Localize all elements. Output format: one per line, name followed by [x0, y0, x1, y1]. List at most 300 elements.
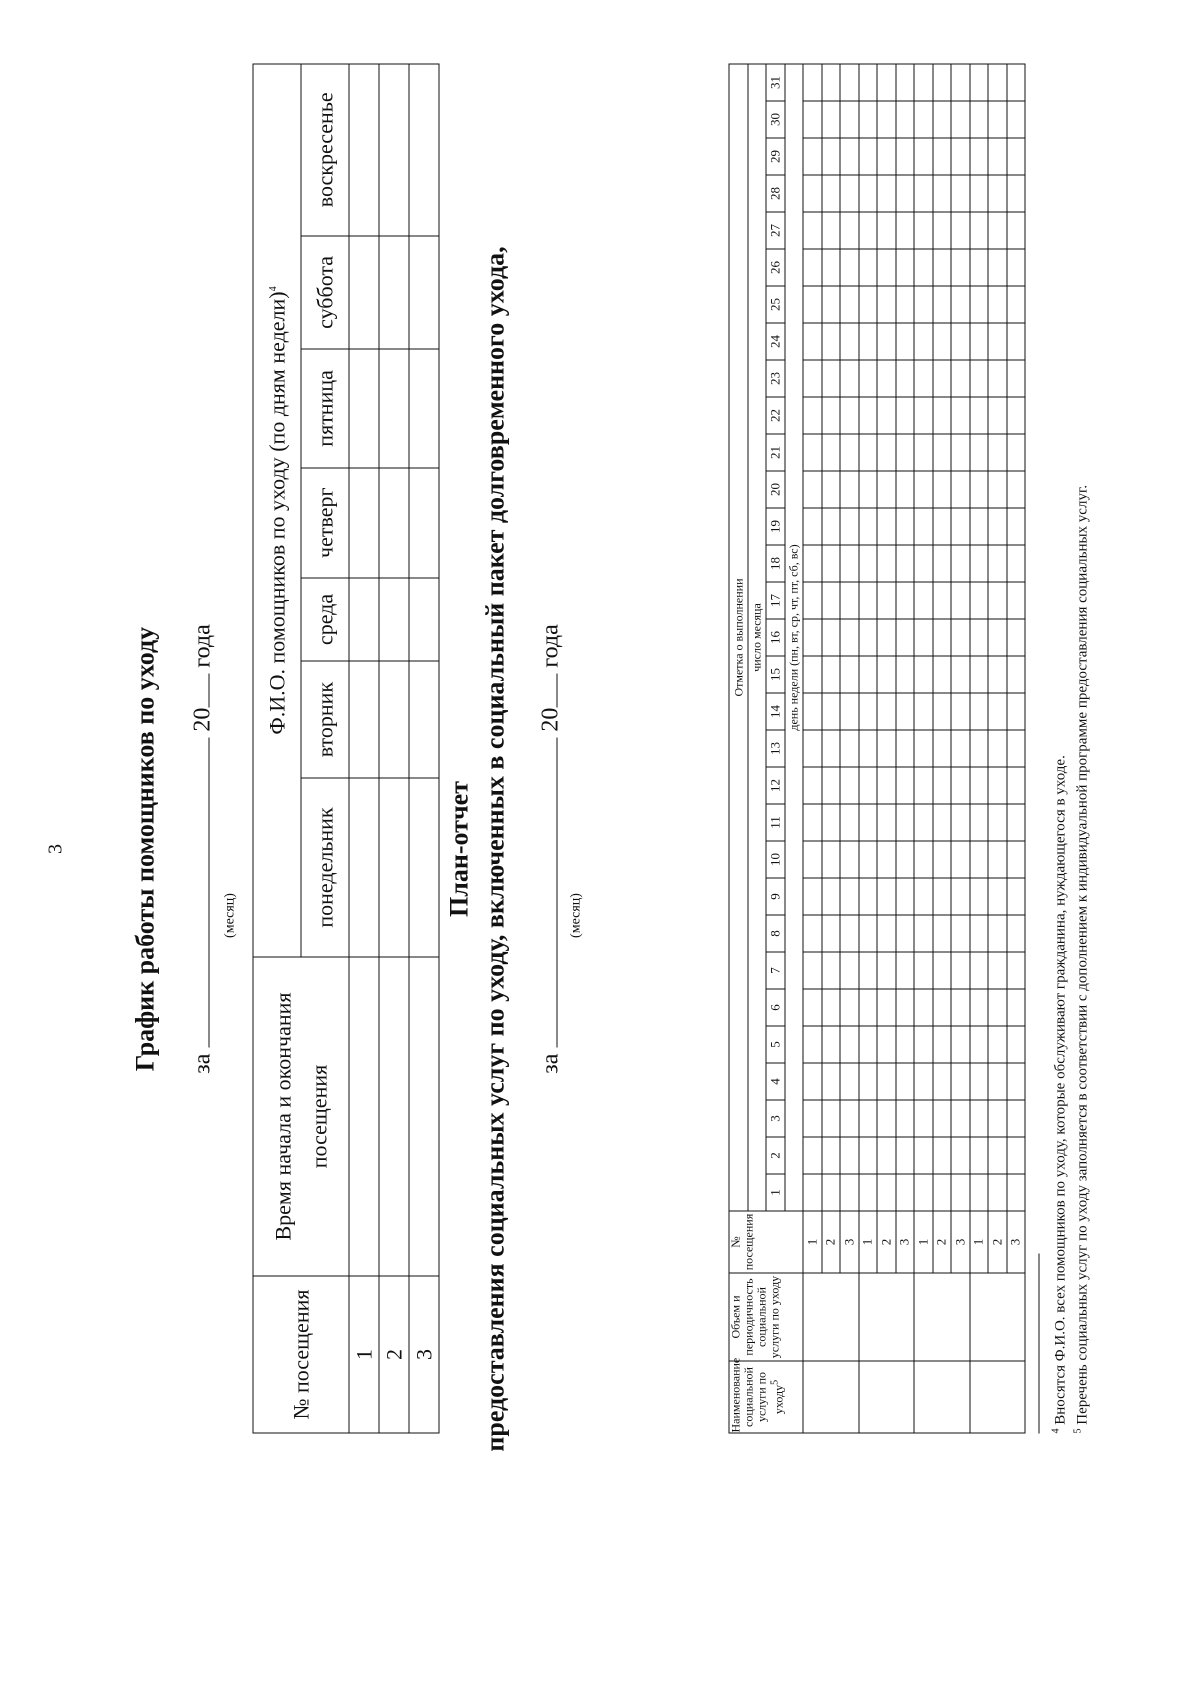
mark-cell — [895, 1063, 914, 1100]
mark-cell — [821, 767, 840, 804]
mark-cell — [803, 730, 822, 767]
mark-cell — [914, 212, 933, 249]
mark-cell — [821, 1026, 840, 1063]
day-number: 17 — [766, 582, 785, 619]
mark-cell — [969, 767, 988, 804]
mark-cell — [895, 804, 914, 841]
mark-cell — [858, 1100, 877, 1137]
mark-cell — [877, 64, 896, 101]
mark-cell — [1006, 989, 1025, 1026]
mark-cell — [988, 323, 1007, 360]
mark-cell — [895, 656, 914, 693]
mark-cell — [803, 952, 822, 989]
mark-cell — [951, 508, 970, 545]
mark-cell — [895, 64, 914, 101]
mark-cell — [895, 397, 914, 434]
mark-cell — [1006, 434, 1025, 471]
day-number: 28 — [766, 175, 785, 212]
mark-cell — [988, 878, 1007, 915]
mark-cell — [969, 434, 988, 471]
mark-cell — [932, 767, 951, 804]
mark-cell — [840, 101, 859, 138]
mark-cell — [988, 1137, 1007, 1174]
mark-cell — [877, 1100, 896, 1137]
mark-cell — [951, 878, 970, 915]
mark-cell — [840, 212, 859, 249]
mark-cell — [932, 804, 951, 841]
mark-cell — [1006, 138, 1025, 175]
mark-cell — [840, 656, 859, 693]
mark-cell — [895, 952, 914, 989]
mark-cell — [840, 471, 859, 508]
schedule-table — [252, 63, 439, 1433]
mark-cell — [895, 249, 914, 286]
mark-cell — [1006, 730, 1025, 767]
mark-cell — [895, 730, 914, 767]
mark-cell — [932, 1100, 951, 1137]
mark-cell — [821, 249, 840, 286]
mark-cell — [840, 1137, 859, 1174]
mark-cell — [951, 1137, 970, 1174]
mark-cell — [840, 397, 859, 434]
mark-cell — [951, 582, 970, 619]
mark-cell — [858, 286, 877, 323]
mark-cell — [932, 878, 951, 915]
mark-cell — [988, 508, 1007, 545]
mark-cell — [821, 1174, 840, 1211]
mark-cell — [803, 471, 822, 508]
mark-cell — [877, 619, 896, 656]
mark-cell — [858, 1174, 877, 1211]
schedule-za: за — [189, 1053, 215, 1074]
mark-cell — [988, 693, 1007, 730]
schedule-title: График работы помощников по уходу — [130, 626, 159, 1071]
service-name-cell — [803, 1361, 859, 1433]
mark-cell — [932, 471, 951, 508]
plan-month-hint: (месяц) — [568, 892, 583, 938]
mark-cell — [951, 656, 970, 693]
mark-cell — [858, 138, 877, 175]
mark-cell — [858, 693, 877, 730]
mark-cell — [840, 1174, 859, 1211]
mark-cell — [914, 730, 933, 767]
mark-cell — [858, 471, 877, 508]
mark-cell — [988, 212, 1007, 249]
mark-cell — [932, 101, 951, 138]
mark-cell — [877, 434, 896, 471]
mark-cell — [914, 545, 933, 582]
mark-cell — [821, 1137, 840, 1174]
plan-col-mark: Отметка о выполнении — [729, 64, 748, 1211]
mark-cell — [895, 878, 914, 915]
footnote-mark: 5 — [1072, 1428, 1083, 1433]
mark-cell — [895, 1137, 914, 1174]
mark-cell — [988, 767, 1007, 804]
plan-row — [840, 64, 859, 1433]
mark-cell — [840, 545, 859, 582]
plan-year-suffix: года — [537, 623, 563, 668]
mark-cell — [803, 286, 822, 323]
mark-cell — [803, 619, 822, 656]
mark-cell — [821, 212, 840, 249]
service-name-cell — [969, 1361, 1025, 1433]
mark-cell — [969, 1137, 988, 1174]
mark-cell — [969, 1063, 988, 1100]
plan-col-name — [728, 1357, 803, 1433]
mark-cell — [932, 175, 951, 212]
mark-cell — [1006, 693, 1025, 730]
mark-cell — [914, 841, 933, 878]
mark-cell — [1006, 1026, 1025, 1063]
schedule-year-prefix: 20 — [189, 707, 215, 732]
mark-cell — [858, 952, 877, 989]
plan-row — [951, 64, 970, 1433]
footnote-text: Вносятся Ф.И.О. всех помощников по уходу, которые обслуживают гражданина, нуждающегося в уходе. — [1052, 754, 1068, 1425]
mark-cell — [988, 730, 1007, 767]
plan-subtitle: предоставления социальных услуг по уходу, включенных в социальный пакет долговременного ухода, — [480, 245, 509, 1452]
mark-cell — [932, 545, 951, 582]
mark-cell — [932, 212, 951, 249]
day-number: 23 — [766, 360, 785, 397]
mark-cell — [951, 323, 970, 360]
mark-cell — [877, 471, 896, 508]
visit-number: 1 — [803, 1211, 822, 1273]
footnote — [1072, 484, 1091, 1433]
footnote-mark: 4 — [1050, 1428, 1061, 1433]
mark-cell — [858, 878, 877, 915]
mark-cell — [988, 1026, 1007, 1063]
mark-cell — [821, 434, 840, 471]
mark-cell — [877, 693, 896, 730]
service-volume-cell — [858, 1273, 914, 1361]
mark-cell — [877, 915, 896, 952]
mark-cell — [969, 545, 988, 582]
mark-cell — [988, 804, 1007, 841]
mark-cell — [840, 175, 859, 212]
day-header: вторник — [301, 661, 349, 778]
mark-cell — [895, 286, 914, 323]
mark-cell — [932, 693, 951, 730]
day-header: четверг — [301, 467, 349, 577]
mark-cell — [877, 656, 896, 693]
mark-cell — [895, 1174, 914, 1211]
mark-cell — [1006, 841, 1025, 878]
mark-cell — [821, 286, 840, 323]
mark-cell — [895, 619, 914, 656]
mark-cell — [988, 397, 1007, 434]
mark-cell — [821, 545, 840, 582]
mark-cell — [932, 1174, 951, 1211]
mark-cell — [821, 878, 840, 915]
mark-cell — [877, 841, 896, 878]
mark-cell — [877, 360, 896, 397]
mark-cell — [877, 212, 896, 249]
mark-cell — [877, 397, 896, 434]
mark-cell — [951, 249, 970, 286]
mark-cell — [914, 1063, 933, 1100]
mark-cell — [803, 508, 822, 545]
mark-cell — [803, 175, 822, 212]
mark-cell — [932, 582, 951, 619]
mark-cell — [1006, 656, 1025, 693]
mark-cell — [1006, 767, 1025, 804]
mark-cell — [988, 138, 1007, 175]
mark-cell — [877, 508, 896, 545]
mark-cell — [914, 175, 933, 212]
mark-cell — [951, 175, 970, 212]
visit-number: 2 — [821, 1211, 840, 1273]
mark-cell — [932, 989, 951, 1026]
mark-cell — [821, 656, 840, 693]
mark-cell — [988, 656, 1007, 693]
mark-cell — [840, 360, 859, 397]
mark-cell — [803, 360, 822, 397]
mark-cell — [951, 1026, 970, 1063]
mark-cell — [821, 175, 840, 212]
day-number: 1 — [766, 1174, 785, 1211]
mark-cell — [803, 138, 822, 175]
mark-cell — [803, 434, 822, 471]
mark-cell — [803, 1063, 822, 1100]
mark-cell — [932, 508, 951, 545]
schedule-month-line — [186, 737, 209, 1047]
mark-cell — [858, 1026, 877, 1063]
mark-cell — [1006, 175, 1025, 212]
mark-cell — [1006, 508, 1025, 545]
mark-cell — [914, 434, 933, 471]
mark-cell — [877, 804, 896, 841]
mark-cell — [858, 804, 877, 841]
mark-cell — [969, 508, 988, 545]
page-number: 3 — [44, 843, 66, 854]
day-number: 7 — [766, 952, 785, 989]
mark-cell — [840, 878, 859, 915]
day-number: 19 — [766, 508, 785, 545]
mark-cell — [803, 878, 822, 915]
mark-cell — [840, 804, 859, 841]
mark-cell — [969, 1174, 988, 1211]
day-number: 11 — [766, 804, 785, 841]
schedule-col-time: Время начала и окончания посещения — [253, 957, 349, 1276]
mark-cell — [877, 989, 896, 1026]
mark-cell — [988, 582, 1007, 619]
mark-cell — [895, 545, 914, 582]
mark-cell — [969, 1026, 988, 1063]
mark-cell — [877, 545, 896, 582]
mark-cell — [914, 582, 933, 619]
day-header: среда — [301, 577, 349, 660]
plan-col-visit: № посещения — [729, 1211, 803, 1273]
plan-row — [914, 64, 933, 1433]
mark-cell — [803, 656, 822, 693]
mark-cell — [803, 804, 822, 841]
mark-cell — [895, 1100, 914, 1137]
mark-cell — [1006, 397, 1025, 434]
day-header: понедельник — [301, 778, 349, 957]
mark-cell — [895, 471, 914, 508]
mark-cell — [803, 1174, 822, 1211]
mark-cell — [1006, 1174, 1025, 1211]
plan-table — [728, 63, 1025, 1433]
mark-cell — [951, 360, 970, 397]
mark-cell — [821, 804, 840, 841]
mark-cell — [821, 360, 840, 397]
mark-cell — [969, 1100, 988, 1137]
mark-cell — [821, 952, 840, 989]
mark-cell — [951, 1100, 970, 1137]
mark-cell — [803, 841, 822, 878]
plan-row — [932, 64, 951, 1433]
service-name-cell — [914, 1361, 970, 1433]
mark-cell — [914, 360, 933, 397]
mark-cell — [895, 582, 914, 619]
day-number: 29 — [766, 138, 785, 175]
mark-cell — [840, 989, 859, 1026]
mark-cell — [858, 1063, 877, 1100]
mark-cell — [858, 101, 877, 138]
mark-cell — [932, 656, 951, 693]
mark-cell — [914, 101, 933, 138]
mark-cell — [895, 360, 914, 397]
mark-cell — [1006, 915, 1025, 952]
mark-cell — [969, 582, 988, 619]
mark-cell — [914, 915, 933, 952]
mark-cell — [1006, 952, 1025, 989]
day-number: 13 — [766, 730, 785, 767]
mark-cell — [914, 1100, 933, 1137]
mark-cell — [877, 101, 896, 138]
mark-cell — [932, 1063, 951, 1100]
visit-number: 1 — [914, 1211, 933, 1273]
mark-cell — [969, 249, 988, 286]
day-number: 31 — [766, 64, 785, 101]
day-number: 14 — [766, 693, 785, 730]
mark-cell — [951, 841, 970, 878]
mark-cell — [895, 138, 914, 175]
mark-cell — [877, 286, 896, 323]
mark-cell — [877, 1137, 896, 1174]
day-number: 6 — [766, 989, 785, 1026]
mark-cell — [969, 64, 988, 101]
mark-cell — [914, 508, 933, 545]
day-header: пятница — [301, 349, 349, 468]
mark-cell — [840, 1026, 859, 1063]
mark-cell — [821, 64, 840, 101]
day-number: 8 — [766, 915, 785, 952]
mark-cell — [969, 360, 988, 397]
mark-cell — [932, 730, 951, 767]
mark-cell — [821, 693, 840, 730]
mark-cell — [821, 1063, 840, 1100]
plan-za: за — [537, 1053, 563, 1074]
schedule-row — [349, 64, 379, 1433]
day-number: 26 — [766, 249, 785, 286]
service-volume-cell — [803, 1273, 859, 1361]
service-volume-cell — [969, 1273, 1025, 1361]
mark-cell — [932, 952, 951, 989]
schedule-row — [409, 64, 439, 1433]
mark-cell — [932, 1137, 951, 1174]
visit-number: 3 — [895, 1211, 914, 1273]
mark-cell — [821, 1100, 840, 1137]
day-number: 25 — [766, 286, 785, 323]
visit-number: 2 — [932, 1211, 951, 1273]
mark-cell — [803, 64, 822, 101]
mark-cell — [821, 582, 840, 619]
mark-cell — [969, 656, 988, 693]
day-number: 5 — [766, 1026, 785, 1063]
mark-cell — [988, 1100, 1007, 1137]
mark-cell — [803, 212, 822, 249]
mark-cell — [858, 360, 877, 397]
mark-cell — [858, 1137, 877, 1174]
mark-cell — [969, 841, 988, 878]
mark-cell — [951, 730, 970, 767]
mark-cell — [895, 434, 914, 471]
mark-cell — [840, 286, 859, 323]
day-header: воскресенье — [301, 64, 349, 236]
mark-cell — [877, 767, 896, 804]
mark-cell — [914, 693, 933, 730]
mark-cell — [914, 64, 933, 101]
mark-cell — [951, 397, 970, 434]
day-header: суббота — [301, 235, 349, 348]
mark-cell — [858, 323, 877, 360]
mark-cell — [895, 915, 914, 952]
mark-cell — [969, 730, 988, 767]
day-number: 16 — [766, 619, 785, 656]
mark-cell — [895, 841, 914, 878]
mark-cell — [914, 323, 933, 360]
mark-cell — [858, 989, 877, 1026]
mark-cell — [821, 730, 840, 767]
visit-number: 3 — [1006, 1211, 1025, 1273]
mark-cell — [1006, 1063, 1025, 1100]
mark-cell — [803, 397, 822, 434]
plan-row — [988, 64, 1007, 1433]
mark-cell — [858, 249, 877, 286]
mark-cell — [969, 212, 988, 249]
mark-cell — [914, 804, 933, 841]
mark-cell — [877, 323, 896, 360]
mark-cell — [858, 545, 877, 582]
mark-cell — [840, 1063, 859, 1100]
mark-cell — [895, 508, 914, 545]
mark-cell — [840, 730, 859, 767]
footnote-mark-5: 5 — [769, 1379, 780, 1385]
mark-cell — [1006, 582, 1025, 619]
mark-cell — [951, 1063, 970, 1100]
plan-year-line — [534, 673, 557, 707]
mark-cell — [858, 841, 877, 878]
day-number: 22 — [766, 397, 785, 434]
footnote-mark-4: 4 — [267, 285, 279, 291]
mark-cell — [988, 434, 1007, 471]
mark-cell — [877, 1174, 896, 1211]
mark-cell — [895, 767, 914, 804]
mark-cell — [877, 952, 896, 989]
mark-cell — [840, 64, 859, 101]
mark-cell — [914, 878, 933, 915]
plan-col-day-of-month: число месяца — [747, 64, 766, 1211]
mark-cell — [969, 175, 988, 212]
mark-cell — [969, 915, 988, 952]
mark-cell — [969, 138, 988, 175]
mark-cell — [932, 434, 951, 471]
mark-cell — [803, 249, 822, 286]
mark-cell — [1006, 323, 1025, 360]
footnote-text: Перечень социальных услуг по уходу заполняется в соответствии с дополнением к индивидуальной программе предоставления социальных услуг. — [1074, 484, 1090, 1425]
